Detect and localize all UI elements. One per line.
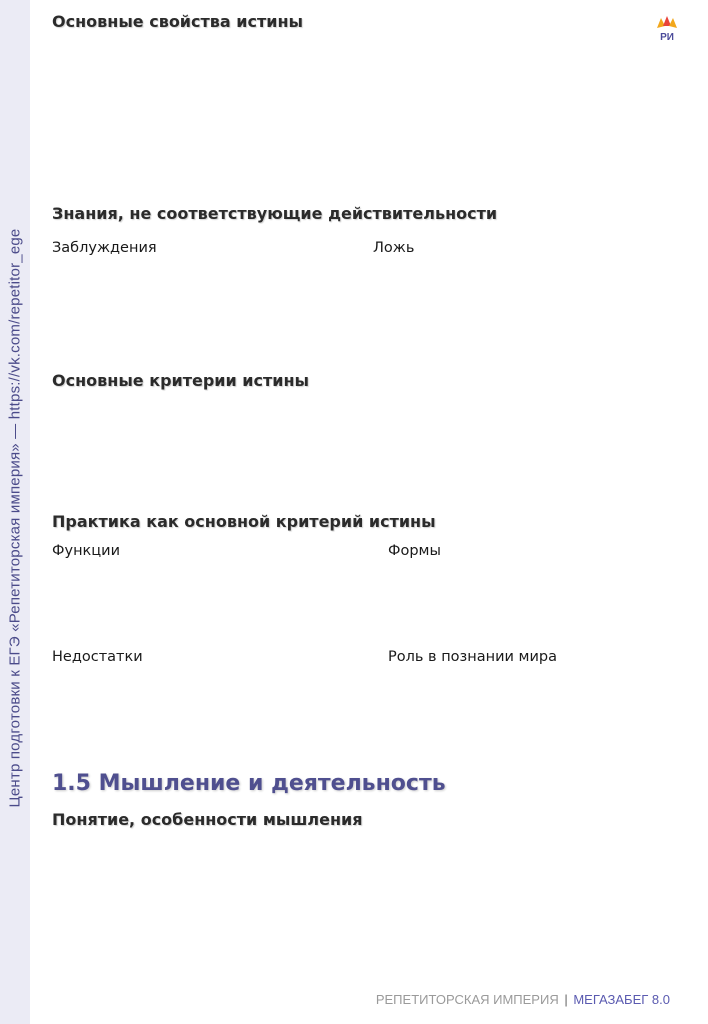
- lie-label: Ложь: [373, 240, 415, 256]
- footer-brand: РЕПЕТИТОРСКАЯ ИМПЕРИЯ: [375, 992, 559, 1007]
- footer-separator: |: [564, 992, 568, 1007]
- drawbacks-label: Недостатки: [52, 649, 143, 665]
- sidebar-strip: [0, 0, 30, 1024]
- forms-label: Формы: [388, 543, 441, 559]
- brand-logo-icon: [655, 16, 679, 44]
- role-label: Роль в познании мира: [388, 649, 558, 665]
- chapter-subheading: Понятие, особенности мышления: [52, 810, 363, 829]
- delusions-label: Заблуждения: [52, 240, 157, 256]
- practice-heading: Практика как основной критерий истины: [52, 512, 436, 531]
- properties-heading: Основные свойства истины: [52, 12, 303, 31]
- logo-text: РИ: [660, 32, 674, 43]
- knowledge-heading: Знания, не соответствующие действительности: [52, 204, 498, 223]
- footer-event: МЕГАЗАБЕГ 8.0: [573, 992, 670, 1007]
- footer: [376, 992, 670, 1007]
- functions-label: Функции: [52, 543, 121, 559]
- sidebar-caption: Центр подготовки к ЕГЭ «Репетиторская империя» — https://vk.com/repetitor_ege: [6, 228, 24, 808]
- chapter-title: 1.5 Мышление и деятельность: [52, 771, 446, 796]
- criteria-heading: Основные критерии истины: [52, 371, 309, 390]
